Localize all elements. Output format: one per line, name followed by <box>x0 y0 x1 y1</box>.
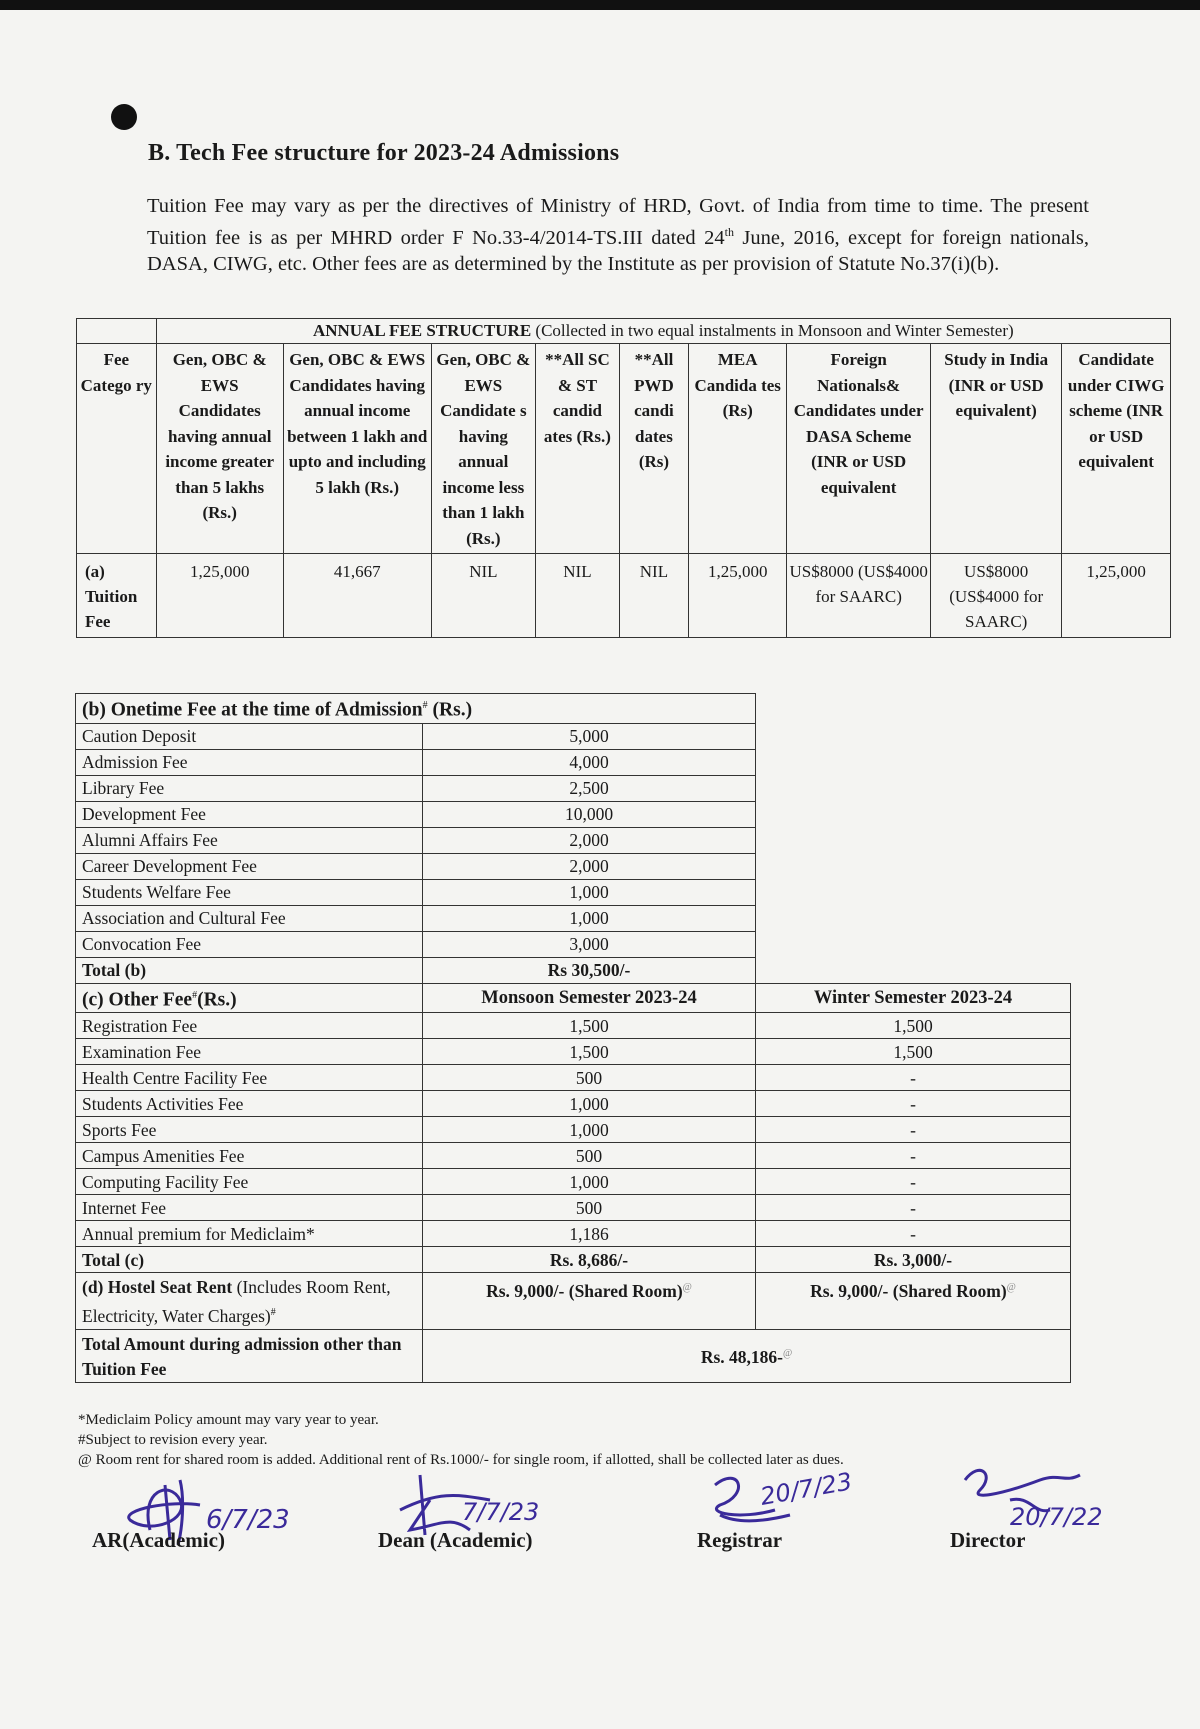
fee-name: Library Fee <box>76 775 423 801</box>
header-foreign-dasa: Foreign Nationals& Candidates under DASA Scheme (INR or USD equivalent <box>787 344 931 554</box>
tuition-value: 1,25,000 <box>156 554 283 638</box>
fee-value-winter: 1,500 <box>756 1039 1071 1065</box>
footnotes <box>78 1410 844 1470</box>
fee-row <box>76 1091 1071 1117</box>
annual-caption: ANNUAL FEE STRUCTURE (Collected in two equal instalments in Monsoon and Winter Semester) <box>156 319 1170 344</box>
signatory-dean-academic: Dean (Academic) <box>378 1528 533 1552</box>
signature-date: 6/7/23 <box>206 1505 290 1535</box>
other-heading: (c) Other Fee#(Rs.) <box>76 983 423 1013</box>
intro-paragraph: Tuition Fee may vary as per the directives of Ministry of HRD, Govt. of India from time to time. The present Tuition fee is as per MHRD order F No.33-4/2014-TS.III dated 24th June, 2016, except for foreign nationals, DASA, CIWG, etc. Other fees are as determined by the Institute as per provision of Statute No.37(i)(b). <box>147 195 1090 275</box>
annual-header-row <box>77 344 1171 554</box>
tuition-value: NIL <box>431 554 535 638</box>
fee-value-monsoon: 1,000 <box>423 1091 756 1117</box>
fee-row <box>76 749 1071 775</box>
fee-value-monsoon: 500 <box>423 1143 756 1169</box>
fee-value-monsoon: 1,186 <box>423 1221 756 1247</box>
grand-total-value: Rs. 48,186-@ <box>423 1329 1071 1382</box>
other-total-row <box>76 1247 1071 1273</box>
fee-value-monsoon: 2,500 <box>423 775 756 801</box>
signature-date: 20/7/23 <box>758 1467 855 1511</box>
fee-row <box>76 931 1071 957</box>
fees-table <box>75 693 1071 1383</box>
fee-row <box>76 1117 1071 1143</box>
hostel-winter: Rs. 9,000/- (Shared Room)@ <box>756 1273 1071 1330</box>
tuition-fee-label: (a) Tuition Fee <box>77 554 157 638</box>
fee-value-monsoon: 10,000 <box>423 801 756 827</box>
other-total-winter: Rs. 3,000/- <box>756 1247 1071 1273</box>
tuition-value: 41,667 <box>283 554 431 638</box>
fee-row <box>76 801 1071 827</box>
fee-name: Students Activities Fee <box>76 1091 423 1117</box>
header-mea: MEA Candida tes (Rs) <box>689 344 787 554</box>
col-monsoon: Monsoon Semester 2023-24 <box>423 983 756 1013</box>
fee-row <box>76 1221 1071 1247</box>
fee-value-monsoon: 1,000 <box>423 1117 756 1143</box>
fee-value-winter: - <box>756 1117 1071 1143</box>
fee-name: Convocation Fee <box>76 931 423 957</box>
bullet-dot <box>111 104 137 130</box>
header-gen-below-1lakh: Gen, OBC & EWS Candidate s having annual income less than 1 lakh (Rs.) <box>431 344 535 554</box>
hostel-row <box>76 1273 1071 1330</box>
fee-name: Health Centre Facility Fee <box>76 1065 423 1091</box>
fee-row <box>76 1013 1071 1039</box>
header-gen-above-5lakh: Gen, OBC & EWS Candidates having annual income greater than 5 lakhs (Rs.) <box>156 344 283 554</box>
fee-value-monsoon: 2,000 <box>423 853 756 879</box>
fee-value-winter: - <box>756 1169 1071 1195</box>
fee-name: Caution Deposit <box>76 723 423 749</box>
fee-name: Campus Amenities Fee <box>76 1143 423 1169</box>
header-sc-st: **All SC & ST candid ates (Rs.) <box>536 344 620 554</box>
fee-value-winter: 1,500 <box>756 1013 1071 1039</box>
fee-name: Career Development Fee <box>76 853 423 879</box>
fee-value-winter: - <box>756 1143 1071 1169</box>
tuition-value: 1,25,000 <box>689 554 787 638</box>
footnote: #Subject to revision every year. <box>78 1432 268 1448</box>
fee-value-winter: - <box>756 1091 1071 1117</box>
hostel-monsoon: Rs. 9,000/- (Shared Room)@ <box>423 1273 756 1330</box>
fee-name: Students Welfare Fee <box>76 879 423 905</box>
fee-name: Examination Fee <box>76 1039 423 1065</box>
fee-value-monsoon: 1,000 <box>423 905 756 931</box>
signatory-ar-academic: AR(Academic) <box>92 1528 225 1552</box>
fee-row <box>76 775 1071 801</box>
grand-total-row <box>76 1329 1071 1382</box>
fee-row <box>76 827 1071 853</box>
header-study-in-india: Study in India (INR or USD equivalent) <box>931 344 1062 554</box>
fee-row <box>76 1143 1071 1169</box>
fee-row <box>76 879 1071 905</box>
fee-value-monsoon: 2,000 <box>423 827 756 853</box>
fee-value-monsoon: 500 <box>423 1195 756 1221</box>
annual-fee-table <box>76 318 1171 638</box>
fee-value-monsoon: 3,000 <box>423 931 756 957</box>
other-total-monsoon: Rs. 8,686/- <box>423 1247 756 1273</box>
fee-value-monsoon: 500 <box>423 1065 756 1091</box>
page-title: B. Tech Fee structure for 2023-24 Admissions <box>148 140 620 166</box>
header-gen-1-5lakh: Gen, OBC & EWS Candidates having annual income between 1 lakh and upto and including 5 lakh (Rs.) <box>283 344 431 554</box>
tuition-value: NIL <box>536 554 620 638</box>
fee-row <box>76 905 1071 931</box>
fee-name: Computing Facility Fee <box>76 1169 423 1195</box>
fee-row <box>76 853 1071 879</box>
header-pwd: **All PWD candi dates (Rs) <box>619 344 688 554</box>
fee-value-winter: - <box>756 1221 1071 1247</box>
fee-value-winter: - <box>756 1195 1071 1221</box>
fee-row <box>76 1169 1071 1195</box>
signature-date: 20/7/22 <box>1010 1503 1103 1531</box>
footnote: @ Room rent for shared room is added. Additional rent of Rs.1000/- for single room, if allotted, shall be collected later as dues. <box>78 1452 844 1468</box>
onetime-total-value: Rs 30,500/- <box>423 957 756 983</box>
onetime-heading: (b) Onetime Fee at the time of Admission# (Rs.) <box>76 694 756 724</box>
fee-value-monsoon: 1,500 <box>423 1013 756 1039</box>
scan-top-border <box>0 0 1200 10</box>
tuition-value: US$8000 (US$4000 for SAARC) <box>931 554 1062 638</box>
signature-date: 7/7/23 <box>462 1498 540 1526</box>
fee-value-monsoon: 4,000 <box>423 749 756 775</box>
signatory-director: Director <box>950 1528 1026 1552</box>
tuition-value: 1,25,000 <box>1062 554 1171 638</box>
fee-value-winter: - <box>756 1065 1071 1091</box>
grand-total-label: Total Amount during admission other than Tuition Fee <box>76 1329 423 1382</box>
fee-name: Association and Cultural Fee <box>76 905 423 931</box>
other-total-label: Total (c) <box>76 1247 423 1273</box>
fee-row <box>76 1195 1071 1221</box>
tuition-fee-row <box>77 554 1171 638</box>
fee-name: Annual premium for Mediclaim* <box>76 1221 423 1247</box>
tuition-value: NIL <box>619 554 688 638</box>
col-winter: Winter Semester 2023-24 <box>756 983 1071 1013</box>
fee-value-monsoon: 1,000 <box>423 879 756 905</box>
signatory-registrar: Registrar <box>697 1528 783 1552</box>
onetime-heading-row <box>76 694 1071 724</box>
fee-name: Sports Fee <box>76 1117 423 1143</box>
onetime-total-label: Total (b) <box>76 957 423 983</box>
fee-name: Registration Fee <box>76 1013 423 1039</box>
fee-value-monsoon: 5,000 <box>423 723 756 749</box>
tuition-value: US$8000 (US$4000 for SAARC) <box>787 554 931 638</box>
other-heading-row <box>76 983 1071 1013</box>
fee-row <box>76 1039 1071 1065</box>
fee-value-monsoon: 1,500 <box>423 1039 756 1065</box>
onetime-total-row <box>76 957 1071 983</box>
fee-value-monsoon: 1,000 <box>423 1169 756 1195</box>
header-ciwg: Candidate under CIWG scheme (INR or USD equivalent <box>1062 344 1171 554</box>
fee-name: Admission Fee <box>76 749 423 775</box>
footnote: *Mediclaim Policy amount may vary year to year. <box>78 1412 379 1428</box>
fee-row <box>76 723 1071 749</box>
fee-name: Internet Fee <box>76 1195 423 1221</box>
fee-name: Alumni Affairs Fee <box>76 827 423 853</box>
hostel-label: (d) Hostel Seat Rent (Includes Room Rent, Electricity, Water Charges)# <box>76 1273 423 1330</box>
fee-name: Development Fee <box>76 801 423 827</box>
fee-row <box>76 1065 1071 1091</box>
header-fee-category: Fee Catego ry <box>77 344 157 554</box>
